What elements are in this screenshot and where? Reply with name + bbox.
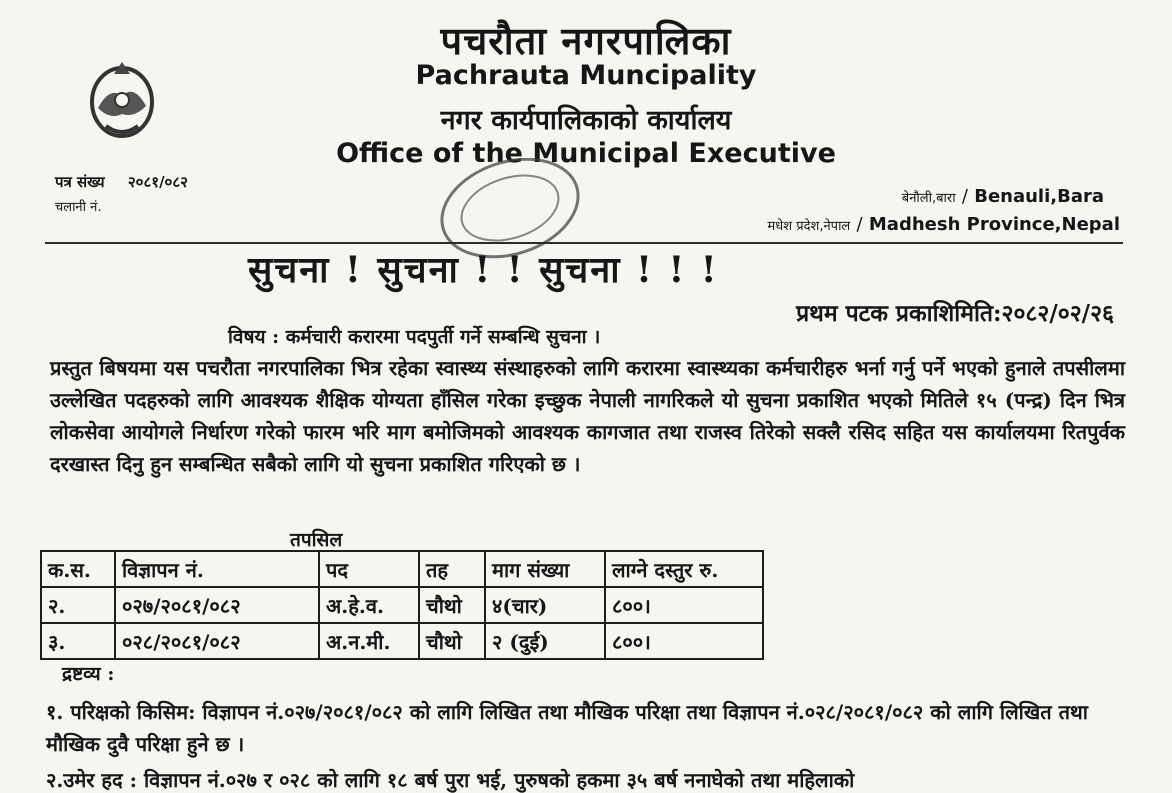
notice-body: प्रस्तुत बिषयमा यस पचरौता नगरपालिका भित्र रहेका स्वास्थ्य संस्थाहरुको लागि करारमा स्वास्थ्यका कर्मचारीहरु भर्ना गर्नु पर्ने भएको हुनाले तपसीलमा उल्लेखित पदहरुको लागि आवश्यक शैक्षिक योग्यता हाँसिल गरेका इच्छुक नेपाली नागरिकले यो सुचना प्रकाशित भएको मितिले १५ (पन्द्र) दिन भित्र लोकसेवा आयोगले निर्धारण गरेको फारम भरि माग बमोजिमको आवश्यक कागजात तथा राजस्व तिरेको सक्लै रसिद सहित यस कार्यालयमा रितपुर्वक दरखास्त दिनु हुन सम्बन्धित सबैको लागि यो सुचना प्रकाशित गरिएको छ । [50,356,1125,476]
notice-subject: विषय : कर्मचारी करारमा पदपुर्ती गर्ने सम्बन्धि सुचना । [228,326,601,348]
address-line-1-nepali: बेनौली,बारा [901,191,956,206]
vacancy-table [40,550,764,660]
cell-demand-count: ४(चार) [485,587,605,623]
cell-demand-count: २ (दुई) [485,623,605,659]
cell-post: अ.न.मी. [319,623,419,659]
address-line-1-english: Benauli,Bara [974,186,1104,207]
cell-level: चौथो [419,623,485,659]
cell-ad-number: ०२८/२०८१/०८२ [115,623,319,659]
cell-level: चौथो [419,587,485,623]
dispatch-number-label: चलानी नं. [55,200,102,215]
address-line-2-nepali: मधेश प्रदेश,नेपाल [767,219,851,234]
office-name-english: Office of the Municipal Executive [336,138,836,169]
municipality-name-nepali: पचरौता नगरपालिका [440,18,732,63]
cell-fee: ८००। [605,623,763,659]
column-header-serial: क.स. [41,551,115,587]
cell-serial: ३. [41,623,115,659]
letter-reference-label: पत्र संख्य [55,173,105,191]
note-item: १. परिक्षको किसिम: विज्ञापन नं.०२७/२०८१/०८२ को लागि लिखित तथा मौखिक परिक्षा तथा विज्ञापन नं.०२८/२०८१/०८२ को लागि लिखित तथा मौखिक दुवै परिक्षा हुने छ । [46,700,1088,756]
cell-serial: २. [41,587,115,623]
cell-post: अ.हे.व. [319,587,419,623]
address-line-2: मधेश प्रदेश,नेपाल / Madhesh Province,Nepal [767,214,1120,235]
table-row [41,623,763,659]
letter-reference [55,172,188,192]
office-name-nepali: नगर कार्यपालिकाको कार्यालय [440,105,732,136]
column-header-fee: लाग्ने दस्तुर रु. [605,551,763,587]
address-line-1: बेनौली,बारा / Benauli,Bara [901,186,1104,207]
column-header-ad-number: विज्ञापन नं. [115,551,319,587]
notice-heading: सुचना ! सुचना ! ! सुचना ! ! ! [248,249,719,291]
address-line-2-english: Madhesh Province,Nepal [868,214,1120,235]
column-header-post: पद [319,551,419,587]
letter-reference-value: २०८१/०८२ [127,173,188,191]
note-item: २.उमेर हद : विज्ञापन नं.०२७ र ०२८ को लागि १८ बर्ष पुरा भई, पुरुषको हकमा ३५ बर्ष ननाघेको तथा महिलाको [46,768,855,792]
column-header-demand-count: माग संख्या [485,551,605,587]
column-header-level: तह [419,551,485,587]
notes-label: द्रष्टव्य : [62,663,115,685]
cell-fee: ८००। [605,587,763,623]
cell-ad-number: ०२७/२०८१/०८२ [115,587,319,623]
municipality-name-english: Pachrauta Muncipality [415,60,757,91]
schedule-label: तपसिल [290,529,343,551]
table-row [41,587,763,623]
table-header-row [41,551,763,587]
publication-date: प्रथम पटक प्रकाशिमिति:२०८२/०२/२६ [796,300,1114,327]
